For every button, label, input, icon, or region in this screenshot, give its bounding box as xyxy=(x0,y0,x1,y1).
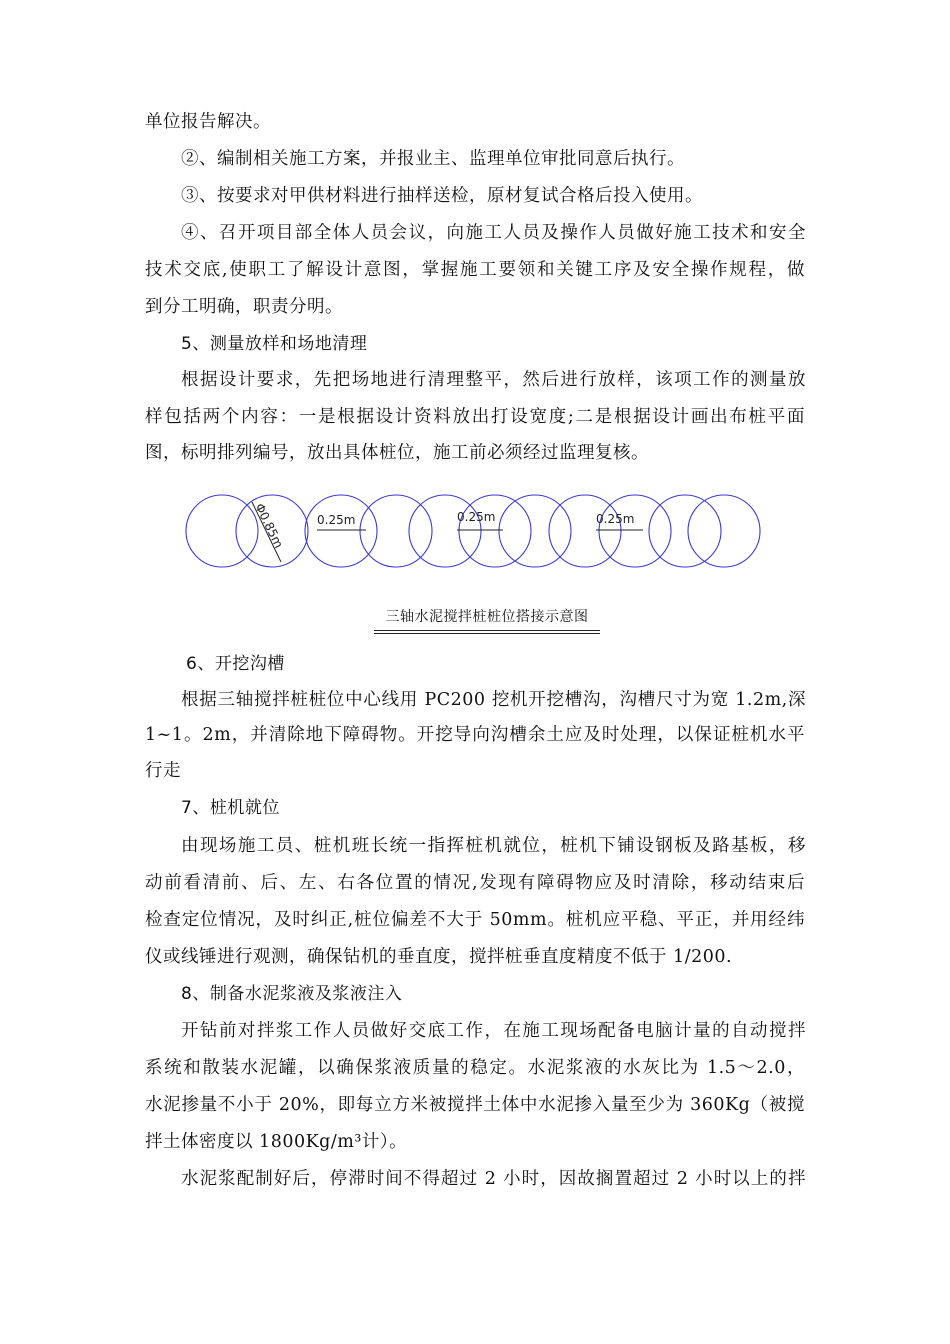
section-heading-8: 8、制备水泥浆液及浆液注入 xyxy=(181,984,403,1004)
paragraph-line: 单位报告解决。 xyxy=(145,112,271,132)
diameter-label: Φ0.85m xyxy=(252,501,286,551)
paragraph-line: ③、按要求对甲供材料进行抽样送检，原材复试合格后投入使用。 xyxy=(181,186,703,206)
caption-underline xyxy=(374,633,600,634)
paragraph-line: 图，标明排列编号，放出具体桩位，施工前必须经过监理复核。 xyxy=(145,443,649,463)
overlap-label-2: 0.25m xyxy=(457,510,496,524)
paragraph-line: ④、召开项目部全体人员会议，向施工人员及操作人员做好施工技术和安全 xyxy=(181,223,806,243)
paragraph-line: 行走 xyxy=(145,761,181,781)
paragraph-line: 样包括两个内容：一是根据设计资料放出打设宽度;二是根据设计画出布桩平面 xyxy=(145,407,805,427)
paragraph-line: 到分工明确，职责分明。 xyxy=(145,297,343,317)
diagram-caption: 三轴水泥搅拌桩桩位搭接示意图 xyxy=(385,609,589,625)
paragraph-line: 1~1。2m，并清除地下障碍物。开挖导向沟槽余土应及时处理，以保证桩机水平 xyxy=(145,725,805,745)
paragraph-line: 水泥掺量不小于 20%，即每立方米被搅拌土体中水泥掺入量至少为 360Kg（被搅 xyxy=(145,1095,805,1115)
overlap-label-1: 0.25m xyxy=(317,513,356,527)
paragraph-line: 检查定位情况，及时纠正,桩位偏差不大于 50mm。桩机应平稳、平正，并用经纬 xyxy=(145,910,805,930)
paragraph-line: 根据设计要求，先把场地进行清理整平，然后进行放样，该项工作的测量放 xyxy=(181,370,806,390)
section-heading-6: 6、开挖沟槽 xyxy=(186,654,285,674)
paragraph-line: 动前看清前、后、左、右各位置的情况,发现有障碍物应及时清除，移动结束后 xyxy=(145,873,805,893)
caption-underline xyxy=(374,630,600,631)
paragraph-line: 技术交底,使职工了解设计意图，掌握施工要领和关键工序及安全操作规程，做 xyxy=(145,260,805,280)
paragraph-line: 根据三轴搅拌桩桩位中心线用 PC200 挖机开挖槽沟，沟槽尺寸为宽 1.2m,深 xyxy=(181,690,806,710)
overlap-label-3: 0.25m xyxy=(596,512,635,526)
section-heading-7: 7、桩机就位 xyxy=(181,798,280,818)
paragraph-line: 水泥浆配制好后，停滞时间不得超过 2 小时，因故搁置超过 2 小时以上的拌 xyxy=(181,1169,806,1189)
paragraph-line: ②、编制相关施工方案，并报业主、监理单位审批同意后执行。 xyxy=(181,149,685,169)
paragraph-line: 由现场施工员、桩机班长统一指挥桩机就位，桩机下铺设钢板及路基板，移 xyxy=(181,836,806,856)
paragraph-line: 开钻前对拌浆工作人员做好交底工作，在施工现场配备电脑计量的自动搅拌 xyxy=(181,1021,806,1041)
section-heading-5: 5、测量放样和场地清理 xyxy=(181,334,368,354)
paragraph-line: 系统和散装水泥罐，以确保浆液质量的稳定。水泥浆液的水灰比为 1.5～2.0， xyxy=(145,1058,805,1078)
paragraph-line: 仪或线锤进行观测，确保钻机的垂直度，搅拌桩垂直度精度不低于 1/200. xyxy=(145,947,733,967)
paragraph-line: 拌土体密度以 1800Kg/m³计）。 xyxy=(145,1132,408,1152)
